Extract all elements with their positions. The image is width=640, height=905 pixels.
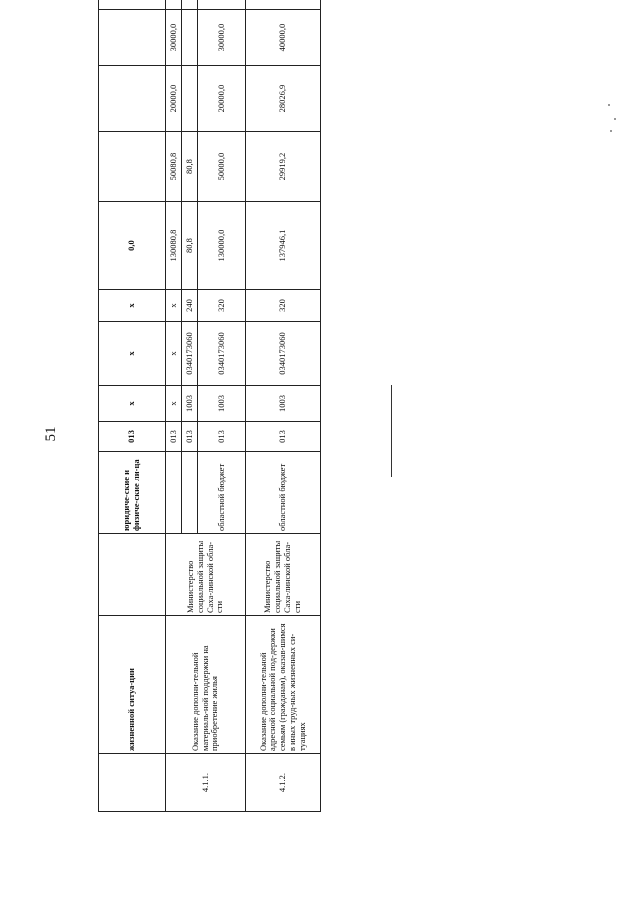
row-year1: 80,8	[182, 132, 198, 202]
budget-table-rotated	[98, 12, 320, 812]
row-executor: Министерство социальной защиты Саха-линской обла-сти	[166, 534, 246, 616]
table-header-row	[99, 0, 166, 812]
row-vr: 320	[198, 290, 246, 322]
header-cell-year4	[99, 0, 166, 10]
row-number: 4.1.2.	[246, 754, 321, 812]
row-source: областной бюджет	[246, 452, 321, 534]
table-row	[166, 0, 182, 812]
row-source	[182, 452, 198, 534]
row-number: 4.1.1.	[166, 754, 246, 812]
budget-table	[98, 0, 321, 812]
row-year3: 30000,0	[166, 10, 182, 66]
row-vr: х	[166, 290, 182, 322]
row-total: 80,8	[182, 202, 198, 290]
row-grbs: 013	[182, 422, 198, 452]
row-year2	[182, 66, 198, 132]
row-source	[166, 452, 182, 534]
row-year2: 20000,0	[198, 66, 246, 132]
row-year4	[182, 0, 198, 10]
row-year4	[246, 0, 321, 10]
row-year4	[198, 0, 246, 10]
row-year2: 20000,0	[166, 66, 182, 132]
row-name: Оказание дополни-тельной адресной социальной под-держки семьям (гражданам), оказав-шимся в иных труд-ных жизненных си-туациях	[246, 616, 321, 754]
header-cell-recipients: юридиче-ские и физиче-ские ли-ца	[99, 452, 166, 534]
row-year2: 28026,9	[246, 66, 321, 132]
header-cell-year1	[99, 132, 166, 202]
row-year3: 40000,0	[246, 10, 321, 66]
scan-speck	[608, 104, 610, 106]
row-vr: 320	[246, 290, 321, 322]
row-executor: Министерство социальной защиты Саха-линской обла-сти	[246, 534, 321, 616]
row-rzpr: 1003	[198, 386, 246, 422]
row-total: 130000,0	[198, 202, 246, 290]
header-cell-rzpr: х	[99, 386, 166, 422]
row-vr: 240	[182, 290, 198, 322]
row-rzpr: х	[166, 386, 182, 422]
row-name: Оказание дополни-тельной материаль-ной поддержки на приобретение жилья	[166, 616, 246, 754]
header-cell-csr: х	[99, 322, 166, 386]
header-cell-year3	[99, 10, 166, 66]
row-grbs: 013	[166, 422, 182, 452]
row-year1: 50080,8	[166, 132, 182, 202]
header-cell-num	[99, 754, 166, 812]
header-cell-grbs: 013	[99, 422, 166, 452]
row-grbs: 013	[246, 422, 321, 452]
row-year4	[166, 0, 182, 10]
row-grbs: 013	[198, 422, 246, 452]
row-rzpr: 1003	[246, 386, 321, 422]
row-source: областной бюджет	[198, 452, 246, 534]
row-total: 137946,1	[246, 202, 321, 290]
scan-speck	[610, 130, 612, 132]
row-csr: х	[166, 322, 182, 386]
page-number: 51	[43, 426, 59, 442]
row-year1: 50000,0	[198, 132, 246, 202]
row-total: 130080,8	[166, 202, 182, 290]
row-csr: 0340173060	[182, 322, 198, 386]
header-cell-name: жизненной ситуа-ции	[99, 616, 166, 754]
row-year3	[182, 10, 198, 66]
header-cell-vr: х	[99, 290, 166, 322]
margin-line	[391, 385, 392, 477]
row-csr: 0340173060	[198, 322, 246, 386]
row-csr: 0340173060	[246, 322, 321, 386]
header-cell-total: 0,0	[99, 202, 166, 290]
table-row	[246, 0, 321, 812]
row-year1: 29919,2	[246, 132, 321, 202]
header-cell-executor	[99, 534, 166, 616]
row-year3: 30000,0	[198, 10, 246, 66]
scan-speck	[614, 118, 616, 120]
row-rzpr: 1003	[182, 386, 198, 422]
header-cell-year2	[99, 66, 166, 132]
